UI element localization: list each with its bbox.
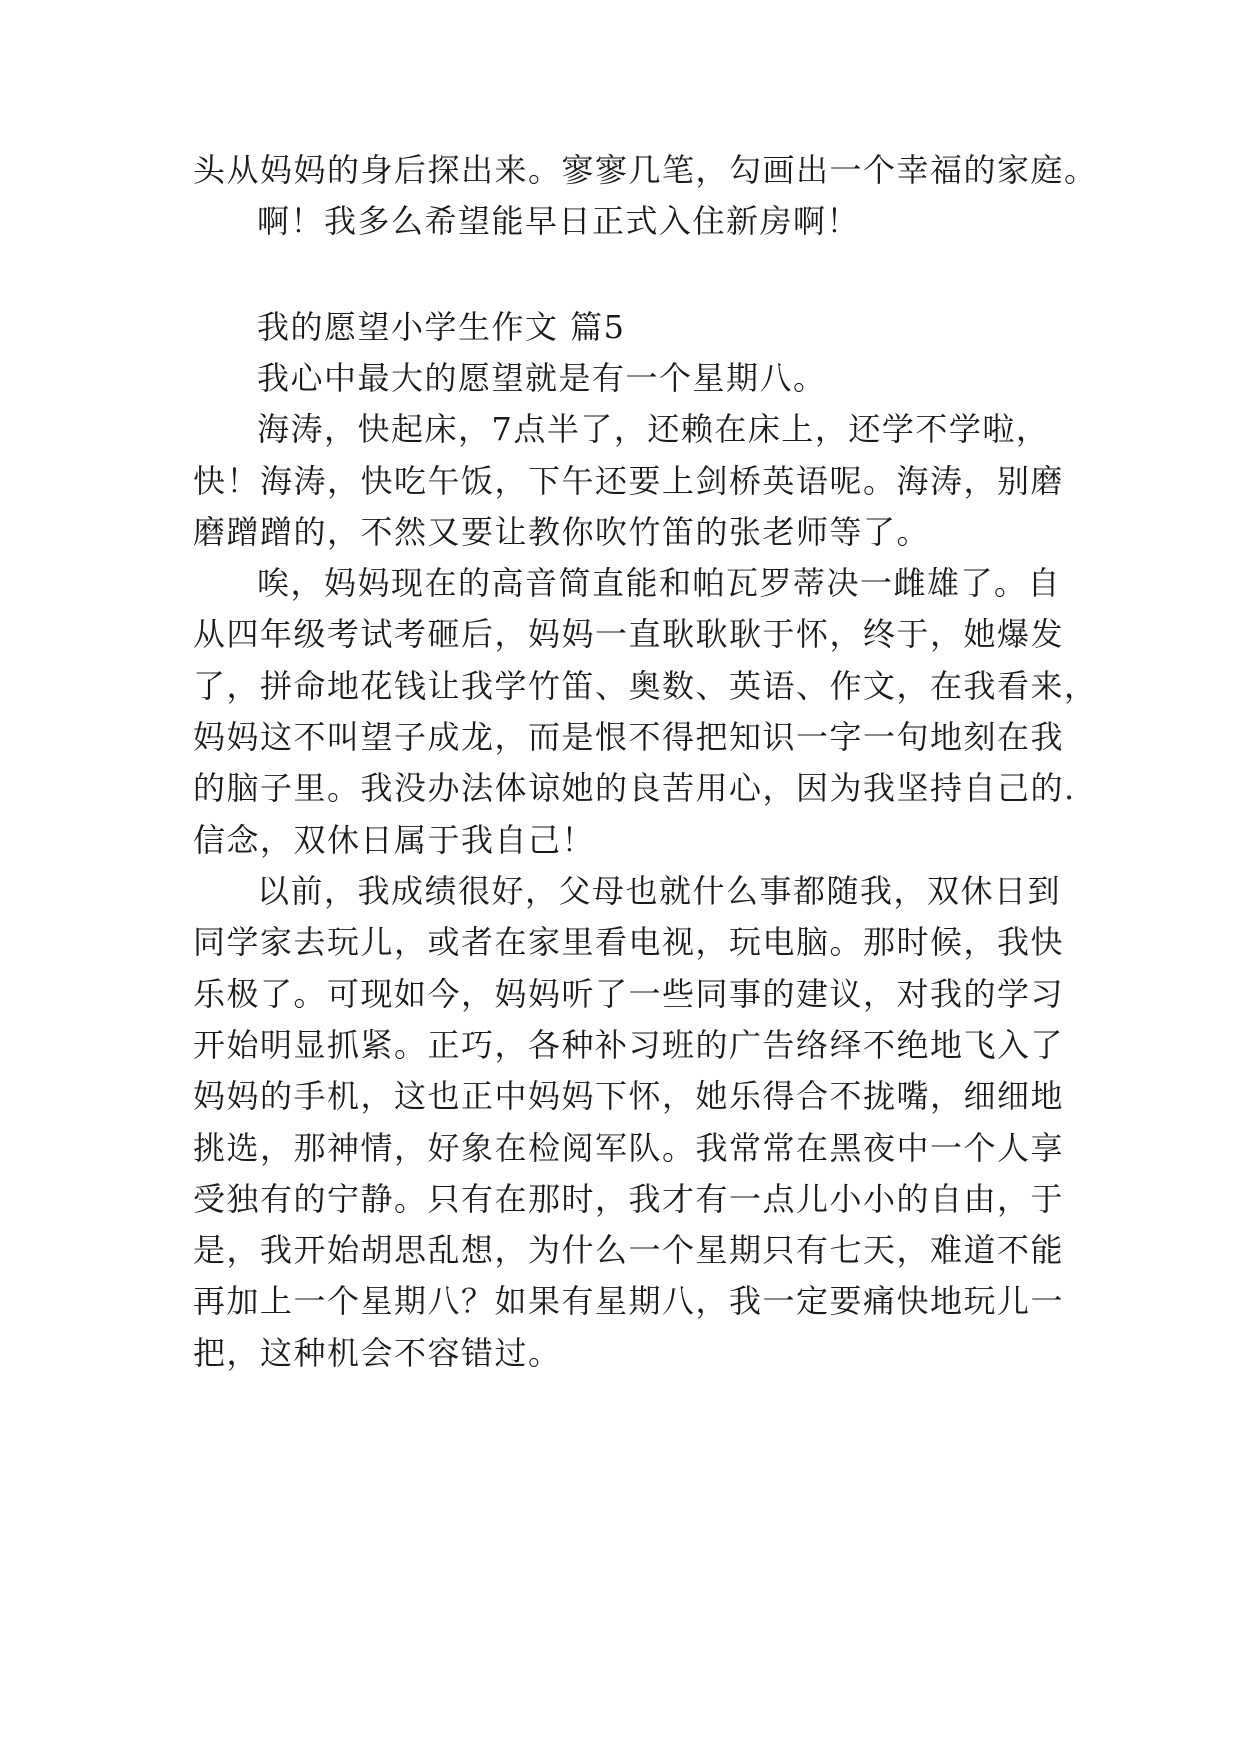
text-line: 妈妈的手机，这也正中妈妈下怀，她乐得合不拢嘴，细细地: [193, 1077, 1065, 1115]
text-line: 乐极了。可现如今，妈妈听了一些同事的建议，对我的学习: [193, 975, 1065, 1013]
text-line: 了，拼命地花钱让我学竹笛、奥数、英语、作文，在我看来，: [193, 667, 1098, 705]
text-line: 唉，妈妈现在的高音简直能和帕瓦罗蒂决一雌雄了。自: [257, 564, 1062, 602]
text-line: 同学家去玩儿，或者在家里看电视，玩电脑。那时候，我快: [193, 923, 1065, 961]
text-line: 以前，我成绩很好，父母也就什么事都随我，双休日到: [257, 872, 1062, 910]
text-line: 妈妈这不叫望子成龙，而是恨不得把知识一字一句地刻在我: [193, 718, 1065, 756]
text-line: 啊！我多么希望能早日正式入住新房啊！: [257, 202, 861, 240]
text-line: 磨蹭蹭的，不然又要让教你吹竹笛的张老师等了。: [193, 513, 931, 551]
text-line: 头从妈妈的身后探出来。寥寥几笔，勾画出一个幸福的家庭。: [193, 151, 1098, 189]
text-line: 从四年级考试考砸后，妈妈一直耿耿耿于怀，终于，她爆发: [193, 615, 1065, 653]
text-line: 海涛，快起床，7点半了，还赖在床上，还学不学啦，: [257, 410, 1050, 448]
text-line: 是，我开始胡思乱想，为什么一个星期只有七天，难道不能: [193, 1231, 1065, 1269]
text-line: 把，这种机会不容错过。: [193, 1334, 562, 1372]
text-line: 我心中最大的愿望就是有一个星期八。: [257, 359, 827, 397]
text-line: 信念，双休日属于我自己！: [193, 821, 596, 859]
text-line: 开始明显抓紧。正巧，各种补习班的广告络绎不绝地飞入了: [193, 1026, 1065, 1064]
text-line: 挑选，那神情，好象在检阅军队。我常常在黑夜中一个人享: [193, 1129, 1065, 1167]
text-line: 的脑子里。我没办法体谅她的良苦用心，因为我坚持自己的.: [193, 769, 1076, 807]
text-line: 快！海涛，快吃午饭，下午还要上剑桥英语呢。海涛，别磨: [193, 462, 1065, 500]
text-line: 受独有的宁静。只有在那时，我才有一点儿小小的自由，于: [193, 1180, 1065, 1218]
section-heading: 我的愿望小学生作文 篇5: [257, 308, 626, 346]
text-line: 再加上一个星期八？如果有星期八，我一定要痛快地玩儿一: [193, 1282, 1065, 1320]
